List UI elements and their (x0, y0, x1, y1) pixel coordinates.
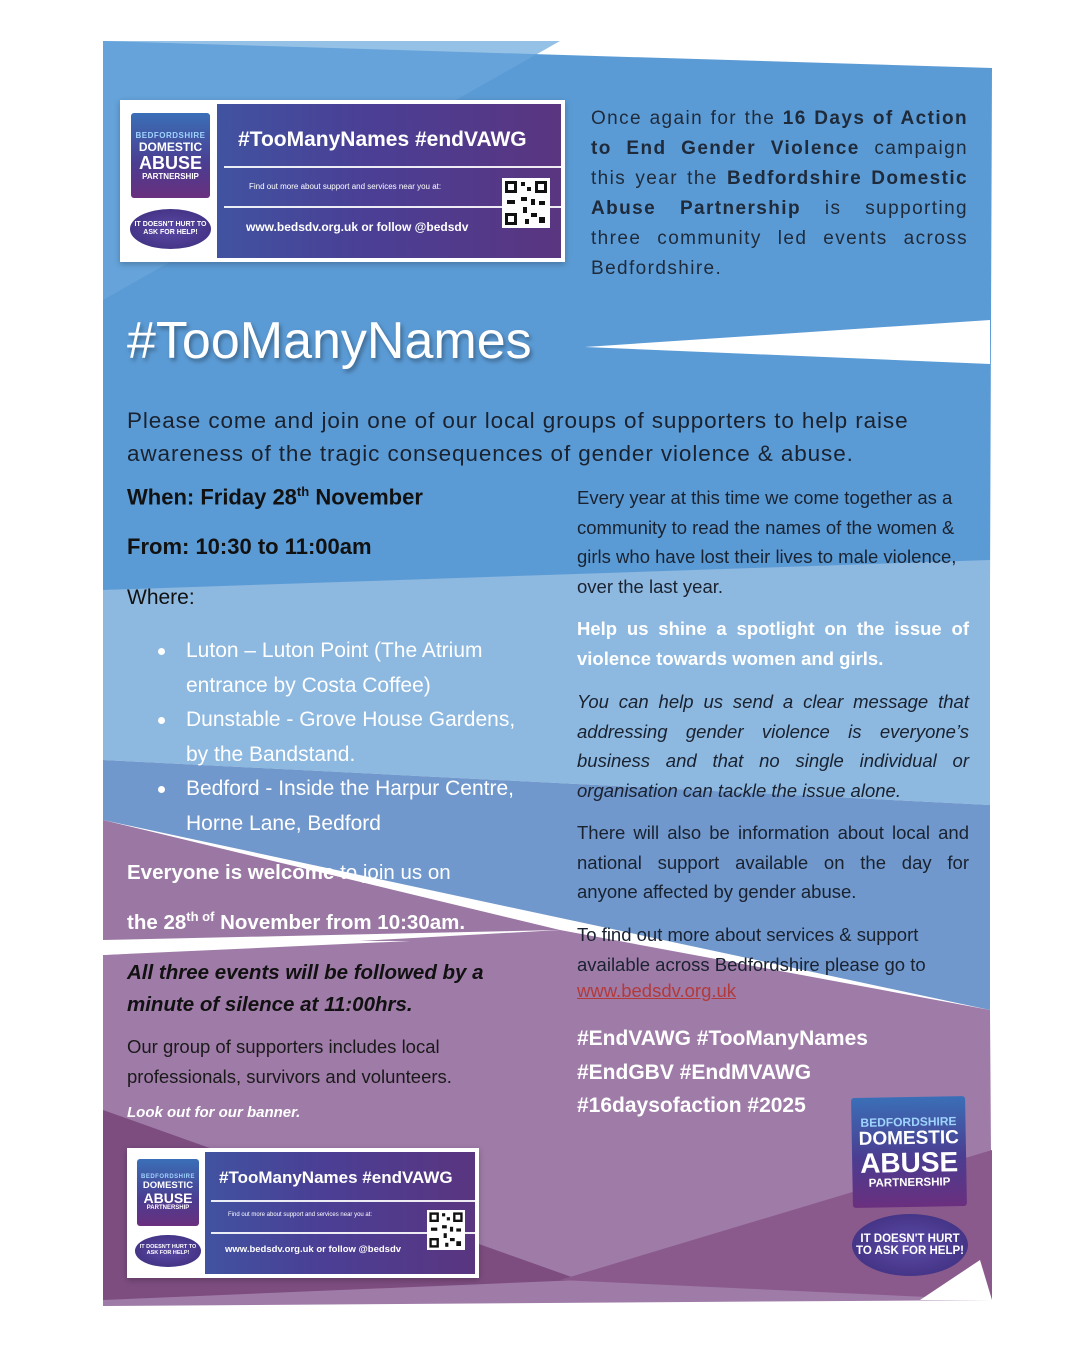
hashtag-line-3: #16daysofaction #2025 (577, 1094, 806, 1117)
intro-bold2: Bedfordshire Domestic Abuse Partnership (591, 168, 968, 219)
banner2-divider (211, 1200, 475, 1202)
event-time: From: 10:30 to 11:00am (127, 534, 372, 559)
logo-line1: BEDFORDSHIRE (135, 130, 206, 140)
every-year-text: Every year at this time we come together as a community to read the names of the women & girls who have lost their lives to male violence, over the last year. (577, 487, 957, 597)
when-prefix: When: Friday 28 (127, 484, 297, 510)
welcome-line2-sup: th of (186, 909, 215, 924)
banner2-find-text: Find out more about support and services near you at: (228, 1212, 373, 1218)
banner-logo-panel (124, 104, 217, 258)
big-logo-tagline: IT DOESN'T HURT TO ASK FOR HELP! (852, 1214, 968, 1276)
intro-part2: campaign this year the (591, 138, 968, 189)
welcome-rest: to join us on (334, 861, 451, 884)
spotlight-text: Help us shine a spotlight on the issue of violence towards women and girls. (577, 618, 969, 669)
location-luton: Luton – Luton Point (The Atrium entrance by Costa Coffee) (155, 634, 535, 703)
logo-line4: PARTNERSHIP (142, 171, 199, 181)
qr-code-icon-2 (427, 1210, 465, 1250)
hashtag-line-2: #EndGBV #EndMVAWG (577, 1060, 812, 1084)
logo2-line2: DOMESTIC (142, 1180, 194, 1192)
logo2-line4: PARTNERSHIP (146, 1205, 190, 1212)
intro-part1: Once again for the (591, 108, 783, 129)
event-date (127, 484, 423, 510)
logo2-line1: BEDFORDSHIRE (140, 1174, 195, 1181)
qr-code-icon (502, 178, 550, 228)
bottom-banner (127, 1148, 479, 1278)
dap-logo-large (851, 1096, 967, 1208)
big-logo-line3: ABUSE (859, 1146, 959, 1179)
welcome-text (127, 851, 547, 945)
website-link[interactable]: www.bedsdv.org.uk (577, 980, 737, 1001)
banner-note: Look out for our banner. (127, 1104, 301, 1121)
logo-line3: ABUSE (138, 152, 202, 173)
top-banner (120, 100, 565, 262)
banner-logo-panel-2 (131, 1152, 205, 1274)
banner2-url: www.bedsdv.org.uk or follow @bedsdv (225, 1244, 402, 1255)
support-info-text: There will also be information about local and national support available on the day for anyone affected by gender abuse. (577, 822, 969, 902)
logo2-tagline: IT DOESN'T HURT TO ASK FOR HELP! (135, 1235, 200, 1267)
silence-note: All three events will be followed by a minute of silence at 11:00hrs. (127, 961, 484, 1016)
welcome-line2-prefix: the 28 (127, 910, 187, 934)
location-dunstable: Dunstable - Grove House Gardens, by the Bandstand. (155, 703, 535, 772)
page-title: #TooManyNames (127, 312, 532, 370)
location-list (155, 634, 535, 841)
intro-bold1: 16 Days of Action to End Gender Violence (591, 108, 969, 159)
dap-logo (131, 113, 209, 198)
big-logo-line2: DOMESTIC (858, 1127, 960, 1150)
location-bedford: Bedford - Inside the Harpur Centre, Horne Lane, Bedford (155, 772, 535, 841)
invitation-paragraph: Please come and join one of our local groups of supporters to help raise awareness of the tragic consequences of gender violence & abuse. (127, 408, 909, 466)
when-sup: th (296, 484, 310, 499)
banner-divider (224, 166, 561, 168)
big-logo-line1: BEDFORDSHIRE (860, 1114, 957, 1130)
find-out-text: To find out more about services & support available across Bedfordshire please go to (577, 924, 926, 975)
logo-line2: DOMESTIC (138, 139, 203, 154)
logo-tagline: IT DOESN'T HURT TO ASK FOR HELP! (130, 209, 212, 249)
clear-message-text: You can help us send a clear message that addressing gender violence is everyone’s business and that no single individual or organisation can tackle the issue alone. (577, 691, 969, 801)
intro-part3: is supporting three community led events across Bedfordshire. (591, 198, 968, 279)
hashtag-line-1: #EndVAWG #TooManyNames (577, 1027, 868, 1050)
dap-logo-2 (137, 1159, 199, 1226)
banner-find-text: Find out more about support and services near you at: (249, 182, 442, 191)
banner-title: #TooManyNames #endVAWG (238, 128, 527, 151)
intro-paragraph (591, 104, 968, 284)
where-label: Where: (127, 586, 195, 609)
banner2-title: #TooManyNames #endVAWG (219, 1168, 453, 1187)
logo2-line3: ABUSE (143, 1190, 193, 1207)
welcome-line2-suffix: November from 10:30am. (214, 910, 466, 934)
big-logo-line4: PARTNERSHIP (868, 1176, 951, 1190)
when-suffix: November (309, 484, 423, 510)
banner-url: www.bedsdv.org.uk or follow @bedsdv (246, 220, 469, 234)
supporters-text: Our group of supporters includes local professionals, survivors and volunteers. (127, 1036, 452, 1087)
welcome-bold: Everyone is welcome (127, 861, 335, 884)
